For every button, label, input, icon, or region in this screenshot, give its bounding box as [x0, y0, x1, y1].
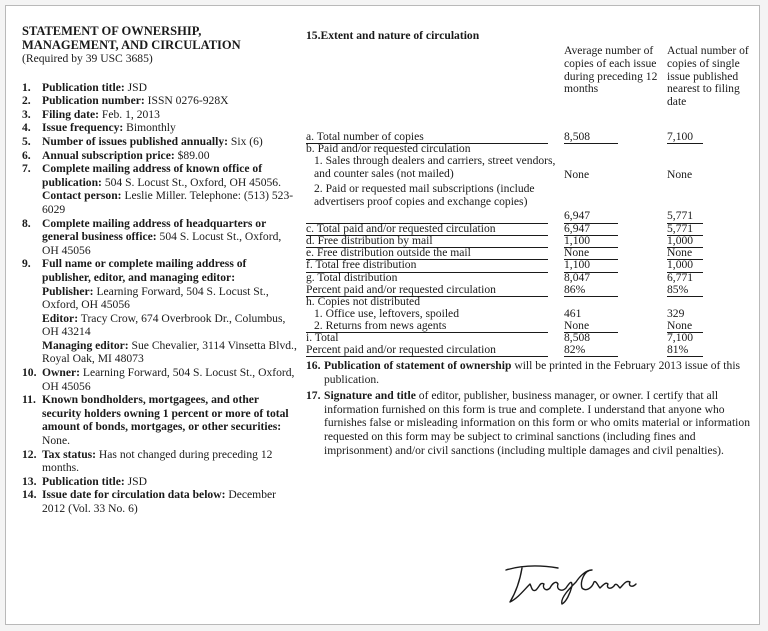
item-value: JSD: [124, 80, 147, 94]
circulation-column-headers: [306, 43, 754, 131]
item-label: Publication number:: [42, 94, 145, 108]
row-label: 1. Sales through dealers and carriers, street vendors, and counter sales (not mailed): [314, 154, 556, 180]
row-average: 461: [564, 306, 582, 320]
editor-value: Tracy Crow, 674 Overbrook Dr., Columbus, OH 43214: [42, 311, 286, 339]
item-3: [22, 108, 298, 122]
row-average: None: [564, 168, 590, 182]
editor-entry: [42, 312, 298, 339]
item-value: $89.00: [174, 148, 210, 162]
column-header-average: Average number of copies of each issue during preceding 12 months: [564, 44, 658, 96]
row-sales-dealers: [306, 155, 754, 183]
item-label: Publication title:: [42, 80, 125, 94]
row-average: 6,947: [564, 222, 591, 236]
item-value: Six (6): [228, 134, 263, 148]
row-average: 6,947: [564, 209, 591, 223]
row-average: 86%: [564, 282, 586, 296]
item-5: [22, 135, 298, 149]
ownership-statement-form: [5, 5, 760, 625]
row-actual: 7,100: [667, 331, 694, 345]
item-value: None.: [42, 434, 71, 448]
item-number: 6.: [22, 148, 31, 162]
underline: [564, 356, 618, 357]
item-value: ISSN 0276-928X: [144, 94, 229, 108]
item-value: JSD: [124, 474, 147, 488]
item-label: Filing date:: [42, 107, 100, 121]
row-actual: 329: [667, 306, 685, 320]
row-label: c. Total paid and/or requested circulation: [306, 222, 496, 236]
row-average: None: [564, 318, 590, 332]
item-number: 16.: [306, 359, 321, 373]
section-15-title: 15.Extent and nature of circulation: [306, 29, 480, 42]
left-column: [22, 24, 298, 516]
item-label: Issue date for circulation data below:: [42, 488, 226, 502]
item-number: 14.: [22, 488, 37, 502]
row-label: d. Free distribution by mail: [306, 234, 433, 248]
statement-subtitle: (Required by 39 USC 3685): [22, 52, 153, 65]
right-column: [306, 30, 754, 458]
row-actual: 6,771: [667, 270, 694, 284]
row-actual: 85%: [667, 282, 689, 296]
item-label: Annual subscription price:: [42, 148, 175, 162]
underline: [306, 356, 548, 357]
row-average: 8,508: [564, 331, 591, 345]
item-number: 8.: [22, 216, 31, 230]
item-13: [22, 475, 298, 489]
row-actual: 5,771: [667, 209, 694, 223]
row-label: Percent paid and/or requested circulation: [306, 343, 496, 357]
row-average: 82%: [564, 343, 586, 357]
item-number: 3.: [22, 107, 31, 121]
managing-editor-value: Sue Chevalier, 3114 Vinsetta Blvd., Royal Oak, MI 48073: [42, 338, 297, 366]
item-value: Feb. 1, 2013: [99, 107, 160, 121]
publisher-entry: [42, 285, 298, 312]
publisher-label: Publisher:: [42, 284, 94, 298]
item-8: [22, 217, 298, 258]
managing-editor-entry: [42, 339, 298, 366]
row-percent-paid-1: [306, 284, 754, 296]
item-6: [22, 149, 298, 163]
item-number: 13.: [22, 474, 37, 488]
row-average: 8,508: [564, 130, 591, 143]
item-label: Tax status:: [42, 447, 97, 461]
editor-label: Editor:: [42, 311, 79, 325]
item-label: Known bondholders, mortgagees, and other security holders owning 1 percent or more of total amount of bonds, mortgages, or other securities:: [42, 393, 289, 434]
item-label: Number of issues published annually:: [42, 134, 228, 148]
row-actual: 1,000: [667, 258, 694, 272]
item-label: Complete mailing address of headquarters or general business office:: [42, 216, 267, 244]
item-number: 12.: [22, 447, 37, 461]
handwritten-signature: [496, 558, 646, 608]
item-7: [22, 162, 298, 216]
row-average: 8,047: [564, 270, 591, 284]
item-number: 1.: [22, 80, 31, 94]
row-label: i. Total: [306, 331, 339, 345]
item-label: Issue frequency:: [42, 121, 124, 135]
item-17: [306, 389, 754, 458]
row-mail-subscriptions: [306, 183, 754, 223]
column-header-actual: Actual number of copies of single issue published nearest to filing date: [667, 44, 749, 109]
row-label: f. Total free distribution: [306, 258, 417, 272]
row-actual: None: [667, 168, 693, 182]
title-line-2: MANAGEMENT, AND CIRCULATION: [22, 38, 241, 52]
item-value: will be printed in the February 2013 issue of this publication.: [324, 359, 741, 387]
row-label: e. Free distribution outside the mail: [306, 246, 471, 260]
row-average: 1,100: [564, 234, 591, 248]
item-value: December 2012 (Vol. 33 No. 6): [42, 488, 276, 515]
item-12: [22, 448, 298, 475]
contact-value: Leslie Miller. Telephone: (513) 523-6029: [42, 189, 294, 216]
row-average: 1,100: [564, 258, 591, 272]
item-label: Full name or complete mailing address of publisher, editor, and managing editor:: [42, 257, 247, 284]
item-1: [22, 81, 298, 95]
item-16: [306, 359, 754, 387]
item-value: Has not changed during preceding 12 months.: [42, 447, 273, 475]
item-number: 5.: [22, 134, 31, 148]
item-label: Signature and title: [324, 388, 416, 402]
managing-editor-label: Managing editor:: [42, 338, 129, 352]
row-label: 2. Paid or requested mail subscriptions (include advertisers proof copies and exchange copies): [314, 182, 535, 208]
item-11: [22, 393, 298, 447]
row-label: h. Copies not distributed: [306, 294, 421, 308]
item-value: 504 S. Locust St., Oxford, OH 45056: [42, 230, 282, 257]
underline: [667, 356, 703, 357]
row-actual: 7,100: [667, 130, 694, 143]
row-average: None: [564, 246, 590, 260]
item-value: Bimonthly: [123, 121, 176, 135]
row-label: b. Paid and/or requested circulation: [306, 142, 471, 156]
item-number: 2.: [22, 94, 31, 108]
item-number: 4.: [22, 121, 31, 135]
row-actual: 5,771: [667, 222, 694, 236]
title-line-1: STATEMENT OF OWNERSHIP,: [22, 24, 202, 38]
item-number: 9.: [22, 257, 31, 271]
row-label: Percent paid and/or requested circulation: [306, 282, 496, 296]
row-label: g. Total distribution: [306, 270, 398, 284]
item-14: [22, 488, 298, 515]
row-label: 2. Returns from news agents: [314, 318, 447, 332]
statement-title: [22, 24, 298, 52]
item-number: 10.: [22, 366, 37, 380]
item-number: 7.: [22, 162, 31, 176]
item-label: Publication title:: [42, 474, 125, 488]
contact-person: [42, 189, 298, 216]
item-label: Owner:: [42, 366, 80, 380]
item-value: 504 S. Locust St., Oxford, OH 45056.: [101, 175, 281, 189]
item-4: [22, 121, 298, 135]
row-actual: None: [667, 246, 693, 260]
item-number: 17.: [306, 388, 321, 402]
row-label: 1. Office use, leftovers, spoiled: [314, 306, 459, 320]
item-2: [22, 94, 298, 108]
item-9: [22, 257, 298, 366]
row-actual: None: [667, 318, 693, 332]
item-value: of editor, publisher, business manager, or owner. I certify that all information furnished on this form is true and complete. I understand that anyone who furnishes false or misleading information on this form or who omits material or information requested on this form may be subject to criminal sanctions (including fines and imprisonment) and/or civil sanctions (including multiple damages and civil penalties).: [324, 388, 750, 457]
contact-label: Contact person:: [42, 189, 122, 203]
row-percent-paid-2: [306, 344, 754, 356]
item-10: [22, 366, 298, 393]
row-actual: 1,000: [667, 234, 694, 248]
row-total-free: [306, 259, 754, 271]
item-value: Learning Forward, 504 S. Locust St., Oxford, OH 45056: [42, 366, 295, 393]
item-label: Publication of statement of ownership: [324, 359, 512, 373]
item-number: 11.: [22, 393, 36, 407]
row-actual: 81%: [667, 343, 689, 357]
item-label: Complete mailing address of known office of publication:: [42, 162, 263, 189]
row-total-distribution: [306, 272, 754, 284]
row-label: a. Total number of copies: [306, 130, 424, 143]
publisher-value: Learning Forward, 504 S. Locust St., Oxford, OH 45056: [42, 284, 269, 312]
